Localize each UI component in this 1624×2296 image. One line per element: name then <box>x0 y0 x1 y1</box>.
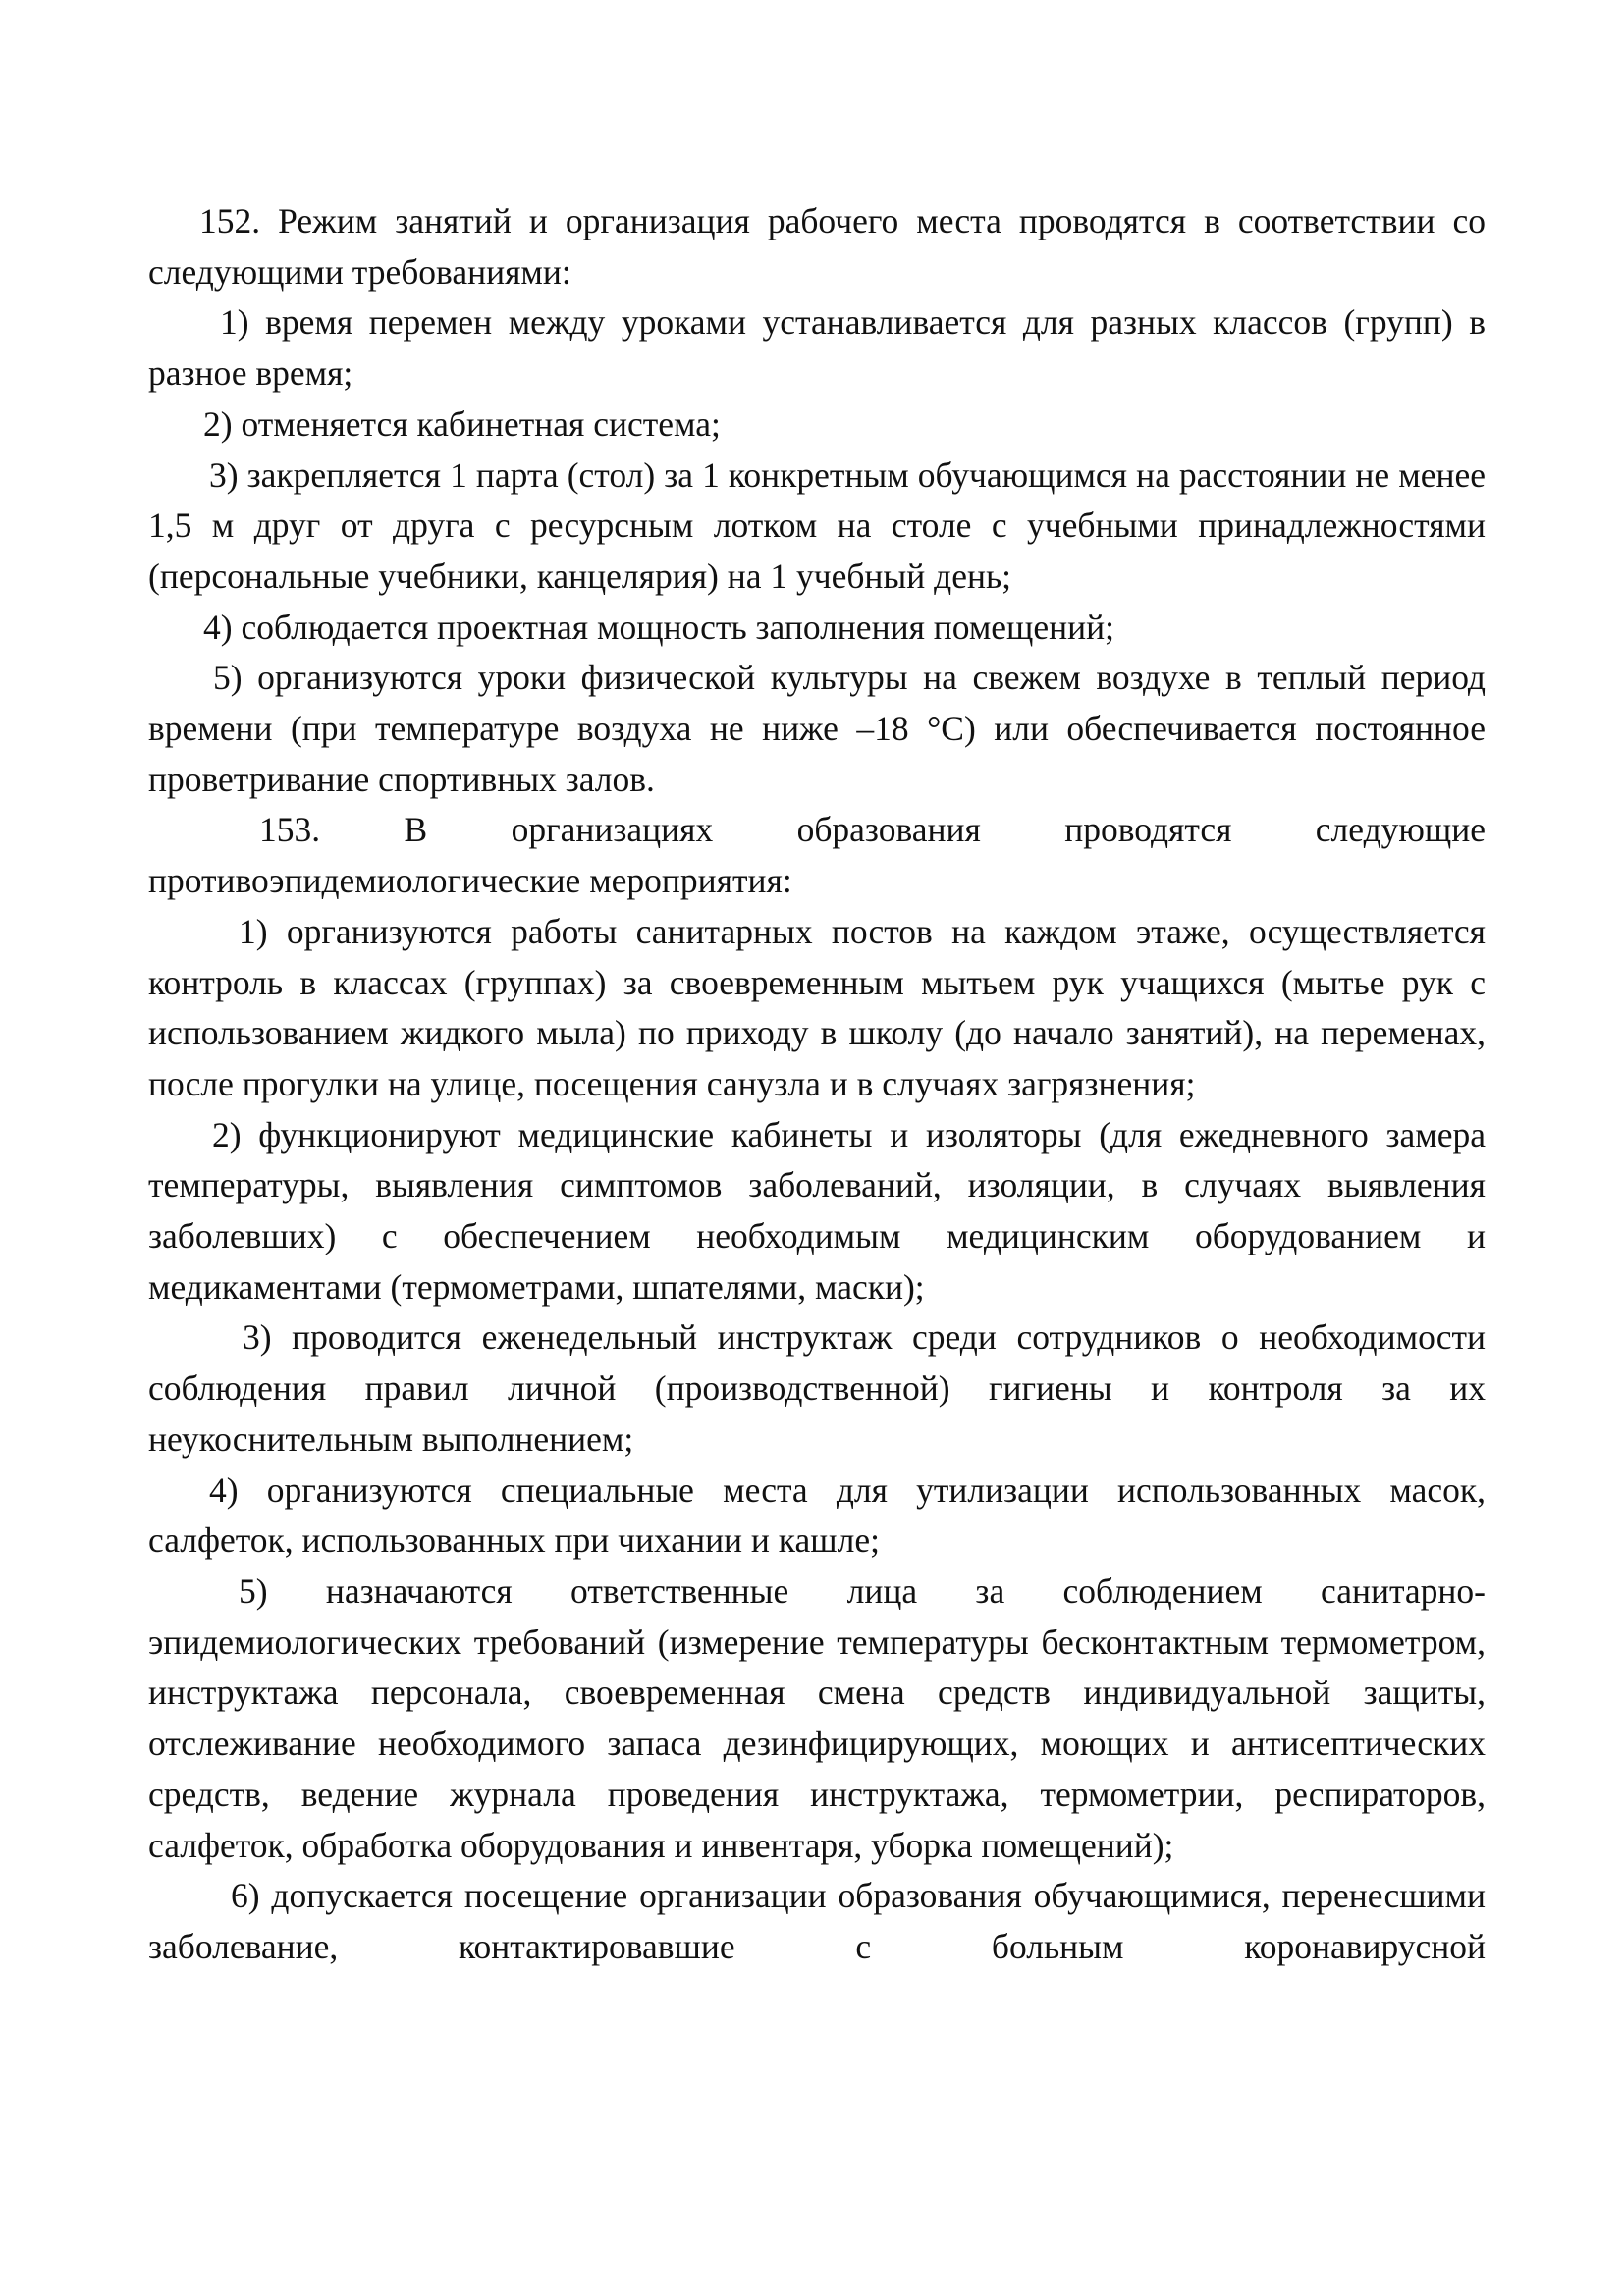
paragraph-153-item-1: 1) организуются работы санитарных постов на каждом этаже, осуществляется контроль в классах (группах) за своевременным мытьем рук учащихся (мытье рук с использованием жидкого мыла) по приходу в школу (до начало занятий), на переменах, после прогулки на улице, посещения санузла и в случаях загрязнения; <box>148 911 1486 1103</box>
paragraph-152-item-3: 3) закрепляется 1 парта (стол) за 1 конкретным обучающимся на расстоянии не менее 1,5 м друг от друга с ресурсным лотком на столе с учебными принадлежностями (персональные учебники, канцелярия) на 1 учебный день; <box>148 454 1486 596</box>
paragraph-152-item-4: 4) соблюдается проектная мощность заполнения помещений; <box>203 607 1115 647</box>
paragraph-152-item-5: 5) организуются уроки физической культуры на свежем воздухе в теплый период времени (при температуре воздуха не ниже –18 °C) или обеспечивается постоянное проветривание спортивных залов. <box>148 658 1486 799</box>
paragraph-153-item-3: 3) проводится еженедельный инструктаж среди сотрудников о необходимости соблюдения правил личной (производственной) гигиены и контроля за их неукоснительным выполнением; <box>148 1317 1486 1459</box>
paragraph-153-item-2: 2) функционируют медицинские кабинеты и изоляторы (для ежедневного замера температуры, выявления симптомов заболеваний, изоляции, в случаях выявления заболевших) с обеспечением необходимым медицинским оборудованием и медикаментами (термометрами, шпателями, маски); <box>148 1114 1486 1307</box>
paragraph-153-intro: 153. В организациях образования проводятся следующие противоэпидемиологические мероприятия: <box>148 810 1486 901</box>
document-page <box>148 196 1486 1973</box>
paragraph-153-item-6: 6) допускается посещение организации образования обучающимися, перенесшими заболевание, контактировавшие с больным коронавирусной <box>148 1876 1486 1966</box>
paragraph-153-item-4: 4) организуются специальные места для утилизации использованных масок, салфеток, использованных при чихании и кашле; <box>148 1469 1486 1561</box>
paragraph-152-item-2: 2) отменяется кабинетная система; <box>203 403 721 444</box>
paragraph-153-item-5: 5) назначаются ответственные лица за соблюдением санитарно-эпидемиологических требований (измерение температуры бесконтактным термометром, инструктажа персонала, своевременная смена средств индивидуальной защиты, отслеживание необходимого запаса дезинфицирующих, моющих и антисептических средств, ведение журнала проведения инструктажа, термометрии, респираторов, салфеток, обработка оборудования и инвентаря, уборка помещений); <box>148 1571 1486 1865</box>
paragraph-152-intro: 152. Режим занятий и организация рабочего места проводятся в соответствии со следующими требованиями: <box>148 201 1486 292</box>
paragraph-152-item-1: 1) время перемен между уроками устанавливается для разных классов (групп) в разное время; <box>148 302 1486 394</box>
